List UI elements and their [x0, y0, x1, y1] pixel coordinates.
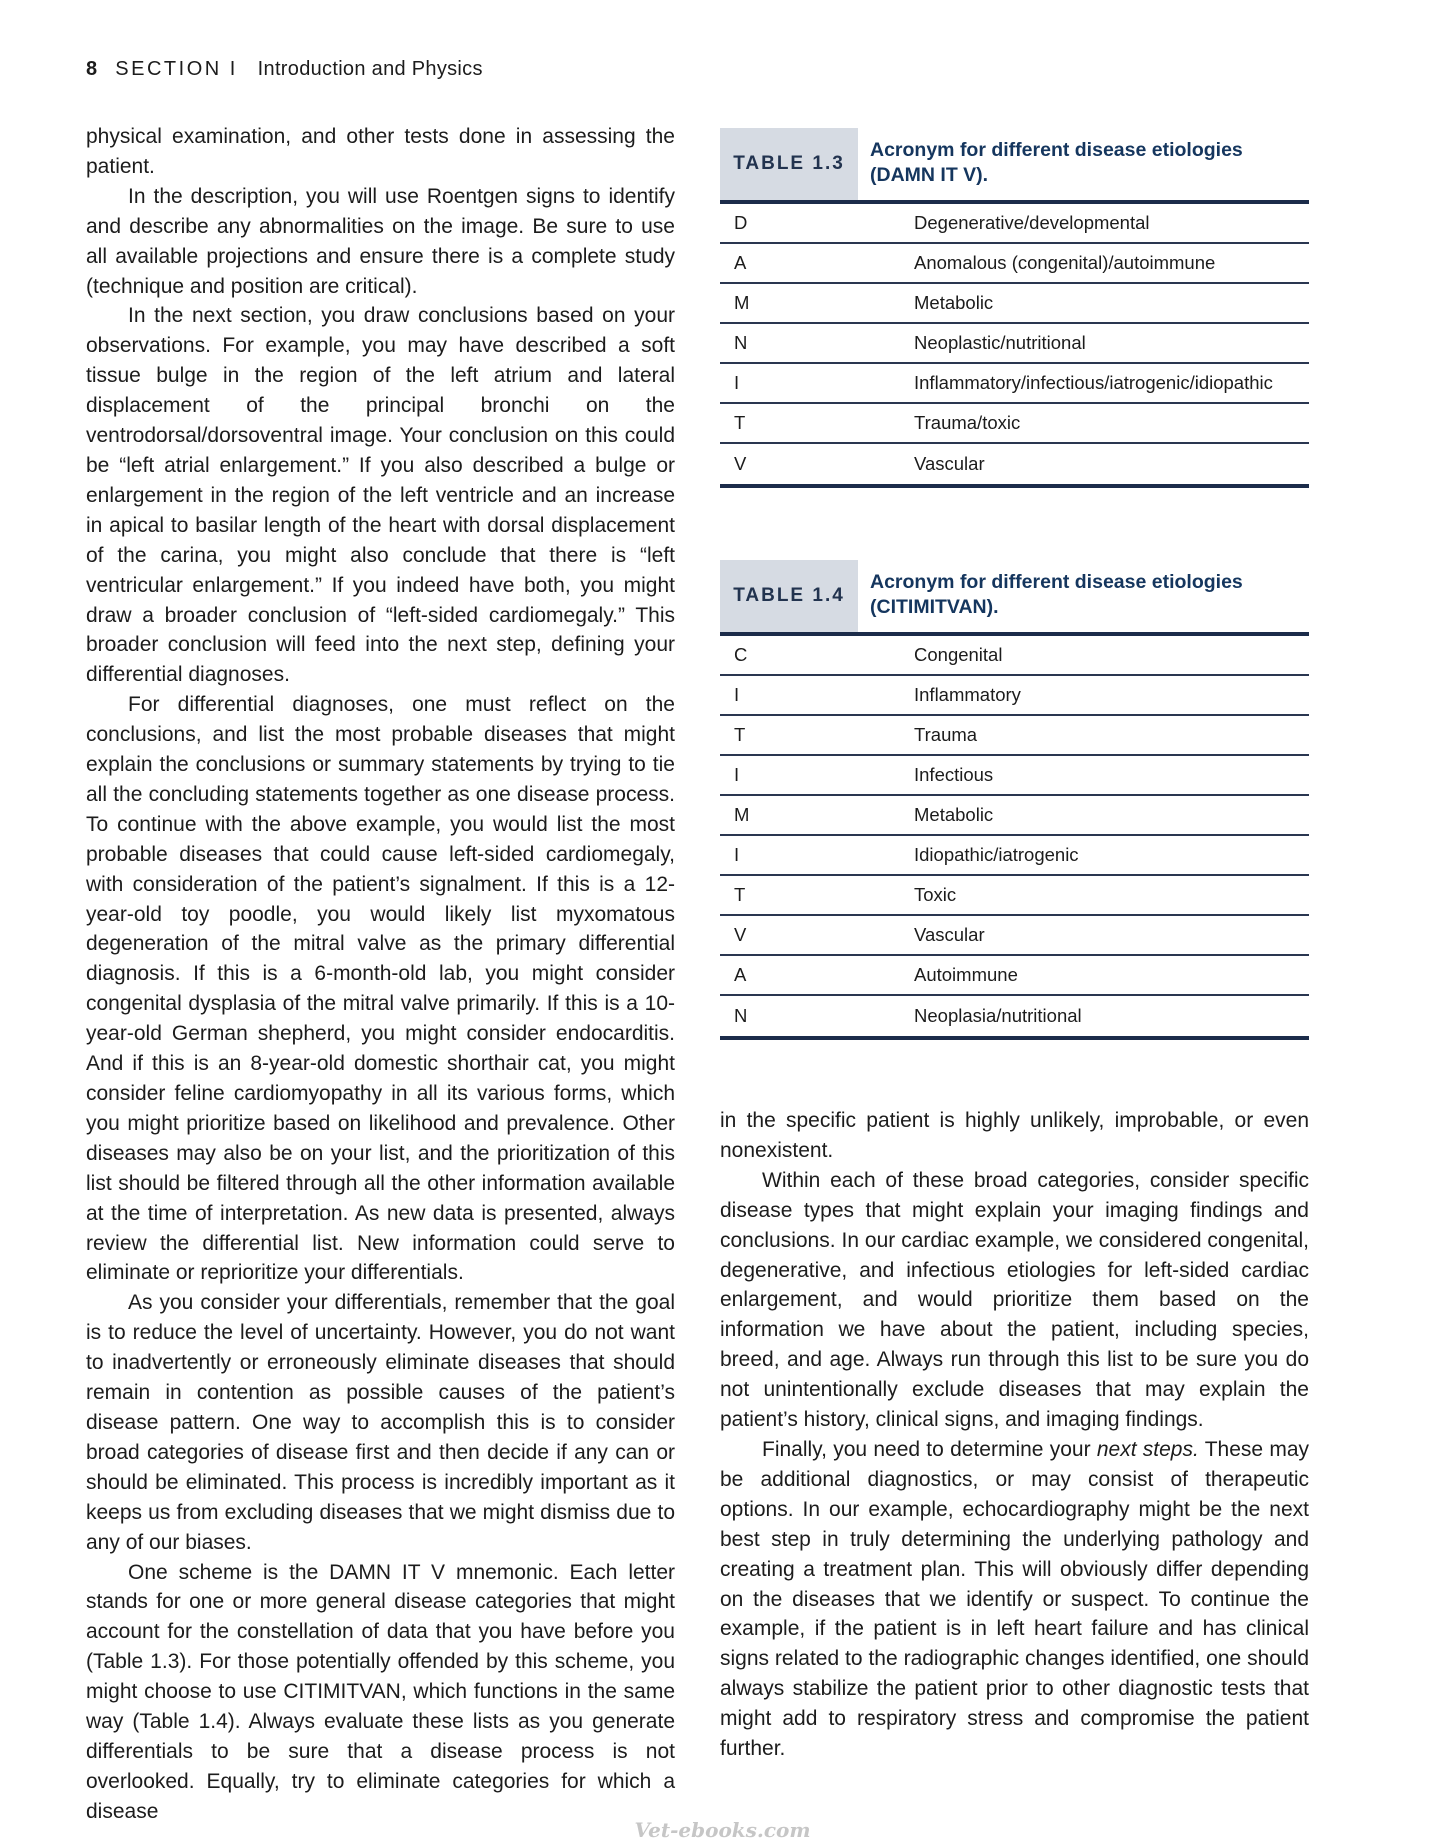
row-description: Idiopathic/iatrogenic	[914, 844, 1079, 865]
row-letter: A	[734, 252, 747, 273]
table-row	[720, 324, 1309, 364]
table-label: TABLE 1.3	[720, 128, 858, 200]
row-description: Neoplastic/nutritional	[914, 332, 1086, 353]
section-label: SECTION I	[115, 58, 238, 80]
table-row	[720, 876, 1309, 916]
row-description: Trauma	[914, 724, 978, 745]
table-body	[720, 632, 1309, 1040]
row-letter: I	[734, 372, 740, 393]
row-letter: V	[734, 924, 747, 945]
row-letter: A	[734, 964, 747, 985]
row-description: Neoplasia/nutritional	[914, 1005, 1082, 1026]
table-row	[720, 996, 1309, 1036]
row-description: Congenital	[914, 644, 1003, 665]
row-letter: D	[734, 212, 748, 233]
paragraph: in the specific patient is highly unlikely, improbable, or even nonexistent.	[720, 1109, 1309, 1162]
paragraph: One scheme is the DAMN IT V mnemonic. Each letter stands for one or more general disease categories that might account for the constellation of data that you have before you (Table 1.3). For those potentially offended by this scheme, you might choose to use CITIMITVAN, which functions in the same way (Table 1.4). Always evaluate these lists as you generate differentials to be sure that a disease process is not overlooked. Equally, try to eliminate categories for which a disease	[86, 1560, 675, 1823]
table-row	[720, 364, 1309, 404]
row-description: Toxic	[914, 884, 957, 905]
paragraph: physical examination, and other tests done in assessing the patient.	[86, 125, 675, 178]
row-description: Trauma/toxic	[914, 412, 1021, 433]
paragraph-text: Finally, you need to determine your	[762, 1437, 1097, 1461]
table-label: TABLE 1.4	[720, 560, 858, 632]
row-description: Metabolic	[914, 804, 994, 825]
row-letter: I	[734, 844, 740, 865]
row-letter: N	[734, 332, 748, 353]
paragraph: Within each of these broad categories, consider specific disease types that might explain your imaging findings and conclusions. In our cardiac example, we considered congenital, degenerative, and infectious etiologies for left-sided cardiac enlargement, and would prioritize them based on the information we have about the patient, including species, breed, and age. Always run through this list to be sure you do not unintentionally exclude diseases that may explain the patient’s history, clinical signs, and imaging findings.	[720, 1168, 1309, 1432]
table-row	[720, 796, 1309, 836]
row-description: Inflammatory	[914, 684, 1021, 705]
row-description: Vascular	[914, 453, 985, 474]
row-letter: C	[734, 644, 748, 665]
row-letter: T	[734, 884, 746, 905]
table-title: Acronym for different disease etiologies (CITIMITVAN).	[870, 571, 1243, 618]
section-title: Introduction and Physics	[257, 58, 483, 80]
table-header	[720, 128, 1309, 200]
page-number: 8	[86, 58, 98, 80]
row-letter: T	[734, 724, 746, 745]
row-letter: M	[734, 804, 750, 825]
watermark: Vet-ebooks.com	[634, 1818, 811, 1842]
table-row	[720, 444, 1309, 484]
table-row	[720, 716, 1309, 756]
table-row	[720, 284, 1309, 324]
table-row	[720, 676, 1309, 716]
table-header	[720, 560, 1309, 632]
row-letter: T	[734, 412, 746, 433]
paragraph: In the next section, you draw conclusions based on your observations. For example, you may have described a soft tissue bulge in the region of the left atrium and lateral displacement of the principal bronchi on the ventrodorsal/dorsoventral image. Your conclusion on this could be “left atrial enlargement.” If you also described a bulge or enlargement in the region of the left ventricle and an increase in apical to basilar length of the heart with dorsal displacement of the carina, you might also conclude that there is “left ventricular enlargement.” If you indeed have both, you might draw a broader conclusion of “left-sided cardiomegaly.” This broader conclusion will feed into the next step, defining your differential diagnoses.	[86, 304, 675, 687]
right-column	[720, 1106, 1309, 1764]
row-description: Vascular	[914, 924, 985, 945]
table-row	[720, 204, 1309, 244]
row-letter: I	[734, 684, 740, 705]
paragraph-text: These may be additional diagnostics, or may consist of therapeutic options. In our example, echocardiography might be the next best step in truly determining the underlying pathology and creating a treatment plan. This will obviously differ depending on the diseases that we identify or suspect. To continue the example, if the patient is in left heart failure and has clinical signs related to the radiographic changes identified, one should always stabilize the patient prior to other diagnostic tests that might add to respiratory stress and compromise the patient further.	[720, 1437, 1310, 1761]
row-description: Anomalous (congenital)/autoimmune	[914, 252, 1216, 273]
table-row	[720, 244, 1309, 284]
table-row	[720, 636, 1309, 676]
row-description: Autoimmune	[914, 964, 1018, 985]
table-row	[720, 956, 1309, 996]
table-body	[720, 200, 1309, 488]
row-letter: I	[734, 764, 740, 785]
row-description: Metabolic	[914, 292, 994, 313]
row-letter: M	[734, 292, 750, 313]
emphasis-text: next steps.	[1096, 1437, 1199, 1461]
paragraph: In the description, you will use Roentgen signs to identify and describe any abnormalities on the image. Be sure to use all available projections and ensure there is a complete study (technique and position are critical).	[86, 184, 675, 298]
paragraph	[720, 1435, 1309, 1764]
row-description: Inflammatory/infectious/iatrogenic/idiopathic	[914, 372, 1273, 393]
row-description: Infectious	[914, 764, 994, 785]
table-1-4	[720, 560, 1309, 1040]
table-row	[720, 756, 1309, 796]
left-column	[86, 122, 675, 1827]
paragraph: As you consider your differentials, remember that the goal is to reduce the level of uncertainty. However, you do not want to inadvertently or erroneously eliminate diseases that should remain in contention as possible causes of the patient’s disease pattern. One way to accomplish this is to consider broad categories of disease first and then decide if any can or should be eliminated. This process is incredibly important as it keeps us from excluding diseases that we might dismiss due to any of our biases.	[86, 1291, 675, 1554]
table-row	[720, 916, 1309, 956]
table-row	[720, 836, 1309, 876]
row-letter: N	[734, 1005, 748, 1026]
table-1-3	[720, 128, 1309, 488]
table-title: Acronym for different disease etiologies (DAMN IT V).	[870, 139, 1243, 186]
page-header	[86, 58, 483, 81]
paragraph: For differential diagnoses, one must reflect on the conclusions, and list the most probable diseases that might explain the conclusions or summary statements by trying to tie all the concluding statements together as one disease process. To continue with the above example, you would list the most probable diseases that could cause left-sided cardiomegaly, with consideration of the patient’s signalment. If this is a 12-year-old toy poodle, you would likely list myxomatous degeneration of the mitral valve as the primary differential diagnosis. If this is a 6-month-old lab, you might consider congenital dysplasia of the mitral valve primarily. If this is a 10-year-old German shepherd, you might consider endocarditis. And if this is an 8-year-old domestic shorthair cat, you might consider feline cardiomyopathy in all its various forms, which you might prioritize based on likelihood and prevalence. Other diseases may also be on your list, and the prioritization of this list should be filtered through all the other information available at the time of interpretation. As new data is presented, always review the differential list. New information could serve to eliminate or reprioritize your differentials.	[86, 693, 675, 1285]
table-row	[720, 404, 1309, 444]
row-letter: V	[734, 453, 747, 474]
row-description: Degenerative/developmental	[914, 212, 1150, 233]
